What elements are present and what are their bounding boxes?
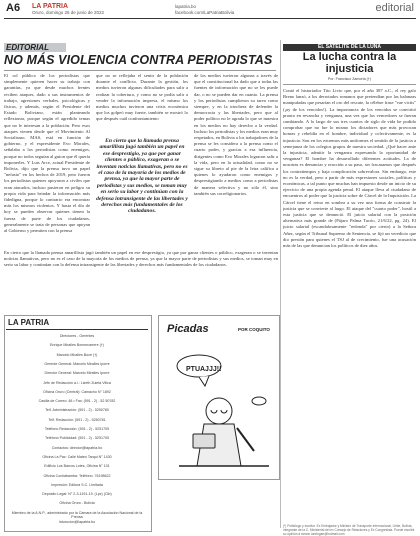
masthead-line: Telf. Redacción: (591 - 2) - 5250781	[48, 417, 106, 422]
masthead-divider	[6, 329, 148, 330]
masthead-line: Impresión: Editora S.C. Limitada	[51, 482, 103, 487]
masthead-line: Jefe de Redacción a.i.: Lizeth Zuleta Villca	[43, 380, 111, 385]
masthead-title: LA PATRIA	[8, 318, 50, 327]
title-divider	[4, 70, 276, 71]
editorial-column-3: de los medios tuvieron algunas a través de que el constitucional ha dado que a todas las fuentes de información que no se les puede dar, o no se pueden dar en cuanto. La prensa y los periodistas cumplieron su tarea como siempre, y en la trinchera de defender la democracia y las libertades, pero que al poder político no le agrada lo que se muestra en los medios no hay derecho a la verdad. Incluso los periodistas y los medios eran muy respetados, en Bolivia a los trabajadores de la prensa se les considera a la prensa como el cuarto poder, y gracias a esa influencia, dirigentes como Evo Morales lograron salir a la vida, pero en la actualidad, como no se sigue su libreto al pie de la letra califica a quienes lo ayudaron como enemigos y desprestigiando a medios como a periodistas de manera selectiva y no sólo él, sino también sus correligionarios.	[194, 73, 278, 196]
column-footnote: (*) Politólogo y escritor. Ex Embajador y Ministro de Transporte Internacional, Uribe, Bolivia, integrante de la C. Ministerial del ex Consejo de Relaciones y Ex Congresista. Puede escribir su opinión a ramon.lordingan@hotmail.com	[283, 524, 415, 536]
masthead-line: Directores - Gerentes	[59, 334, 95, 338]
masthead-line: Teléfono Redacción: (591 - 2) - 5251705	[44, 427, 110, 431]
masthead-line: Miembro de la A.N.P., administrado por la Cámara de la Asociación Nacional de la Prensa	[11, 510, 143, 520]
masthead-line: Director General: Marcelo Miralles Iporre	[44, 371, 110, 376]
header-divider	[4, 18, 416, 19]
website-link[interactable]: lapatria.bo	[175, 4, 197, 9]
column-title-divider	[283, 84, 416, 85]
masthead-line: Edificio Los Barcos Lotes, Oficina N° 101	[44, 464, 110, 469]
masthead-line: Gerente General: Marcelo Miralles Iporre	[44, 361, 110, 366]
column-divider	[280, 40, 281, 528]
masthead-line: Marcelo Miralles Bové (†)	[56, 352, 98, 357]
masthead-line: Oficina Cochabamba: Teléfono: 76198622	[43, 473, 111, 478]
masthead-line: Enrique Miralles Bonnecarrere (†)	[50, 343, 104, 348]
pull-quote: En cierto que la llamada prensa amarillista jugó también un papel en ese desprestigio, ya que por ganar clientes o público, exageran o se inventan noticias llamativas, pero no es el caso de la mayoría de los medios de prensa, ya que la mayor parte de periodistas y sus medios, se toman muy en serio su labor y continúan con la defensa intransigente de las libertades y derechos más fundamentales de los ciudadanos.	[96, 138, 188, 215]
editorial-title: NO MÁS VIOLENCIA CONTRA PERIODISTAS	[4, 53, 273, 67]
masthead-line: Oficina La Paz: Calle Mateo Tarqui N° 1430	[42, 454, 112, 459]
masthead-line: Contactos: director@lapatria.bo	[51, 445, 103, 450]
editorial-column-1: El rol público de los periodistas que simplemente quieren hacer su trabajo con garantías, ya que desde muchos frentes reciben ataques, dado a sus instrumentos de trabajo, agresiones verbales, psicológicas y físicas, y además, según el Presidente del Estado Boliviano, están planteando reflexionar, porque según el agredido temas que no le interesan a la población. Pero esos ataques vienen desde que el Movimiento Al Socialismo, MAS, está en función de gobierno, y el expresidente Evo Morales, señalaba a los periodistas como enemigos, porque no todos seguían al guion que él quería imponerles. Y Luis Arce, actual Presidente de Bolivia, dijo que la prensa tuvo un papel "nefasto" en los hechos de 2019, pero fueron los periodistas quienes apoyaron a civiles que eran atacados, incluso pusieron en peligro su propia vida para brindar la información más fidedigna, porque lo contrario era encontrar más los mismos violentos. Y hasta el día de hoy se pueden observar quienes tienen la fuerza de parte de los ciudadanos, generalmente se trata de personas que apoyan al Gobierno y permiten con la prensa	[4, 73, 90, 234]
cartoon-frame	[158, 315, 280, 480]
column-author: Por: Francisco Zamorta (†)	[328, 77, 371, 81]
newspaper-logo: LA PATRIA	[32, 3, 69, 10]
column-title: La lucha contra la injusticia	[302, 51, 397, 75]
page-number: A6	[6, 2, 21, 14]
masthead-line: Depósito Legal: N° 2-3-1191-19. (Lpz) (Ctb)	[42, 492, 112, 497]
editorial-column-2: que no se reflejaba el sentir de la población durante el conflicto. Durante la gestión, los medios tuvieron algunas dificultades para salir a realizar la cobertura, y como no se podía salir a vender la información impresa, el mismo los medios muchos tuvieron una crisis económica que los golpeó muy fuerte, también se mostró lo que después cuál confrontamiento	[96, 73, 188, 122]
masthead-line: Oficina Oruro (Central): Camacho N° 1892	[43, 389, 111, 394]
editorial-tag: EDITORIAL	[4, 43, 66, 52]
cartoon-author: POR COQUITO	[238, 327, 270, 332]
masthead-line: lrdurucion@lapatria.bo	[58, 520, 96, 524]
cartoon-tag: Picadas	[167, 323, 209, 335]
date-line: Oruro, domingo 26 de junio de 2022	[32, 10, 105, 15]
masthead-line: Telf. Administración: (591 - 2) - 5250780	[45, 408, 109, 413]
speech-bubble-text: PTUAJJJ!!	[186, 366, 222, 373]
editorial-bottom-text: En cierto que la llamada prensa amarillista jugó también un papel en ese desprestigio, ya que por ganar clientes o público, exageran o se inventan noticias llamativas, pero no es el caso de la mayoría de los medios de prensa, ya que la mayor parte de periodistas y sus medios, se toman muy en serio su labor y continúan con la defensa intransigente de las libertades y derechos más fundamentales de los ciudadanos.	[4, 250, 278, 268]
section-title: editorial	[375, 2, 414, 14]
masthead-line: Casilla de Correo: 48 • Fax: (591 - 2) - 52 50782	[38, 399, 116, 404]
facebook-link[interactable]: facebook.com/LaPatriaBolivia	[175, 10, 235, 15]
masthead-line: Oficina Oruro - Bolivia	[59, 501, 95, 506]
column-tag: EL SATÉLITE DE LA LUNA	[283, 44, 416, 51]
masthead-line: Teléfono Publicidad: (591 - 2) - 5251705	[45, 436, 109, 441]
column-body: Contó el historiador Tito Livio que, por el año 387 a.C., el rey galo Breno lanzó, a los derrotados romanos que pretendían por las balanzas manipuladas que pesarían el oro del rescate, la célebre frase "vae victis" (¡ay de los vencidos!). La importancia de los vencidos se convirtió pronto en revancha y venganza, una vez que los vencedores se fueran cambiando. A lo largo de sus tres cuartos de siglo de vida he podido comprobar que no fue lo mismo los dictadores que más provocan honras y rebeldía en el hombre, individual y colectivamente, es la injusticia. Son en los extremos más uniformes el sentido de la justicia a semejanza de los colegios grupos de nuestra sociedad. ¿Qué hacer ante la injusticia, admitir la venganza expresando la oportunidad de venganza? El hombre ha desarrollado diferentes actitudes. La de nosotras es denunciar y reacción a su paso, ser fracasamos que después los contratiempos y baja complicación sobrevalora. Sin embargo, este no es la verdad, pero a partir de más expresiones sociales, políticas y económicas, a tal punto que muchas han impuesto desde un inicio de su ejercicio de una propia agenda penal. El ataque lleva al ciudadano de encuentros al poder que la justicia sobre de Cárcel de la Inquisición. La Cárcel tiene el reino en sombra a su vez una forma de construir la justicia que se convierte al largo. El ataque del "cuarto poder", hostil a esta justicia que se denunció. El juicio salarial con la posición alternativa más grande de (Pájaro Palma Tacóo, 21/6/22, pg. 24). El juicio salarial (escandalosamente "redonda" por cierto) a la Señora Añez, según el Tribunal Supremo de Sentencia, se fijó un veredicto que dio presión para quienes el TSJ al de crecimiento, fue una acusación más de las que denuncian los políticos de diez años.	[283, 88, 416, 249]
cartoon-illustration	[159, 316, 279, 479]
